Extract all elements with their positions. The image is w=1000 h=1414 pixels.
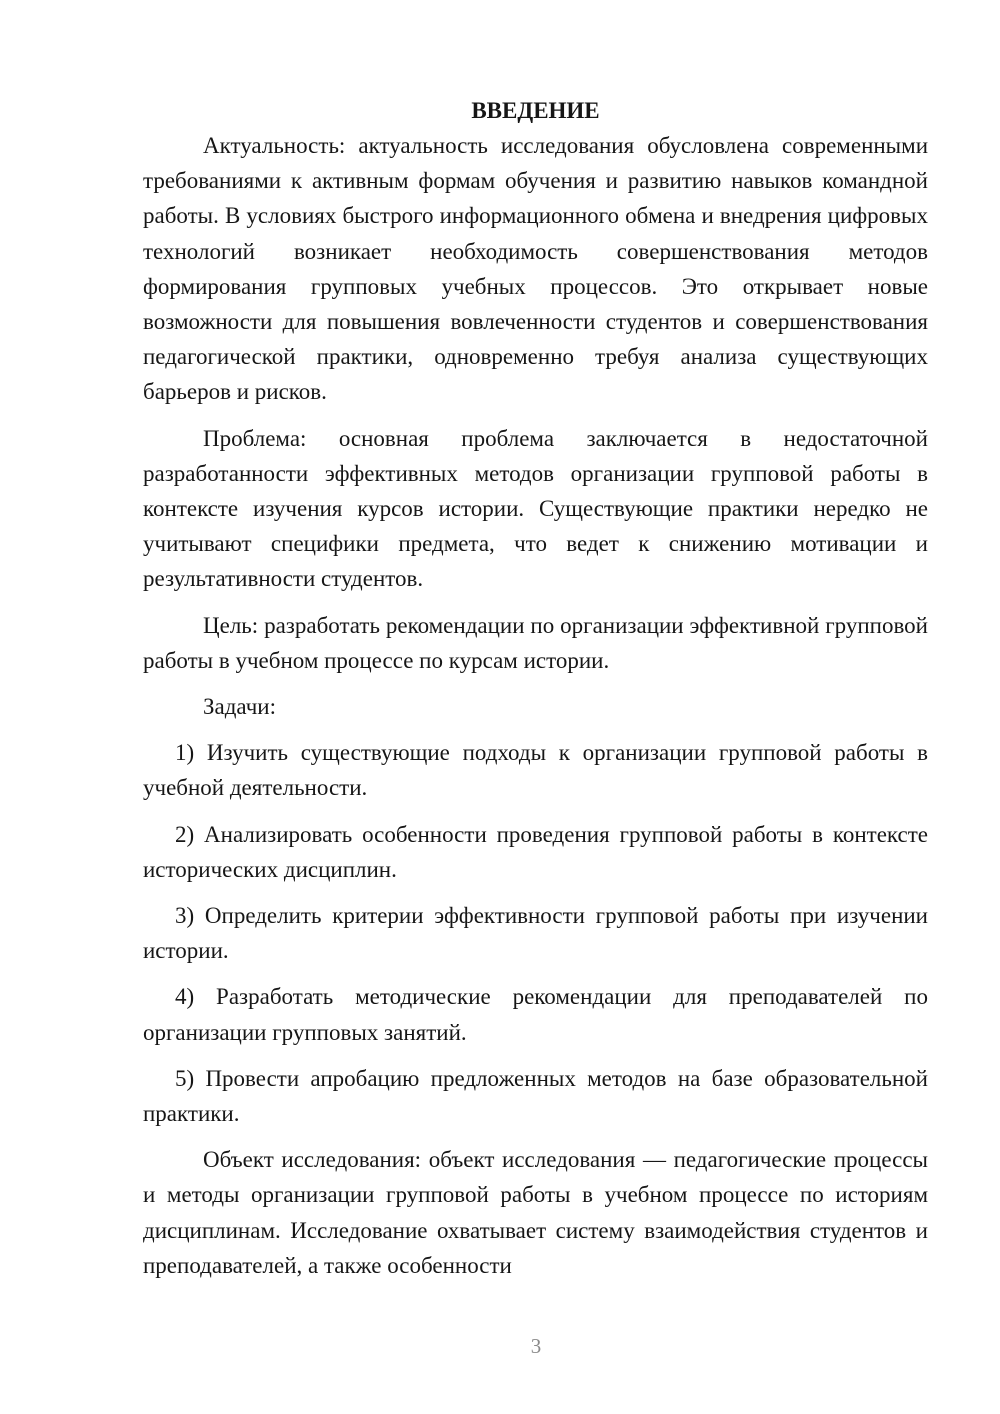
object-paragraph: Объект исследования: объект исследования — педагогические процессы и методы организации групповой работы в учебном процессе по историям дисциплинам. Исследование охватывает систему взаимодействия студентов и преподавателей, а также особенности <box>143 1147 928 1278</box>
document-page <box>143 93 928 1283</box>
relevance-paragraph: Актуальность: актуальность исследования обусловлена современными требованиями к активным формам обучения и развитию навыков командной работы. В условиях быстрого информационного обмена и внедрения цифровых технологий возникает необходимость совершенствования методов формирования групповых учебных процессов. Это открывает новые возможности для повышения вовлеченности студентов и совершенствования педагогической практики, одновременно требуя анализа существующих барьеров и рисков. <box>143 133 928 405</box>
problem-paragraph: Проблема: основная проблема заключается в недостаточной разработанности эффективных методов организации групповой работы в контексте изучения курсов истории. Существующие практики нередко не учитывают специфики предмета, что ведет к снижению мотивации и результативности студентов. <box>143 425 928 592</box>
task-item-5: 5) Провести апробацию предложенных методов на базе образовательной практики. <box>143 1065 928 1127</box>
section-heading: ВВЕДЕНИЕ <box>471 98 600 123</box>
goal-paragraph: Цель: разработать рекомендации по организации эффективной групповой работы в учебном процессе по курсам истории. <box>143 612 928 673</box>
page-number: 3 <box>530 1334 542 1358</box>
task-item-2: 2) Анализировать особенности проведения групповой работы в контексте исторических дисциплин. <box>143 821 928 882</box>
task-item-4: 4) Разработать методические рекомендации для преподавателей по организации групповых занятий. <box>143 984 928 1045</box>
tasks-label: Задачи: <box>203 694 276 720</box>
task-item-1: 1) Изучить существующие подходы к организации групповой работы в учебной деятельности. <box>143 740 928 801</box>
task-item-3: 3) Определить критерии эффективности групповой работы при изучении истории. <box>143 903 928 964</box>
